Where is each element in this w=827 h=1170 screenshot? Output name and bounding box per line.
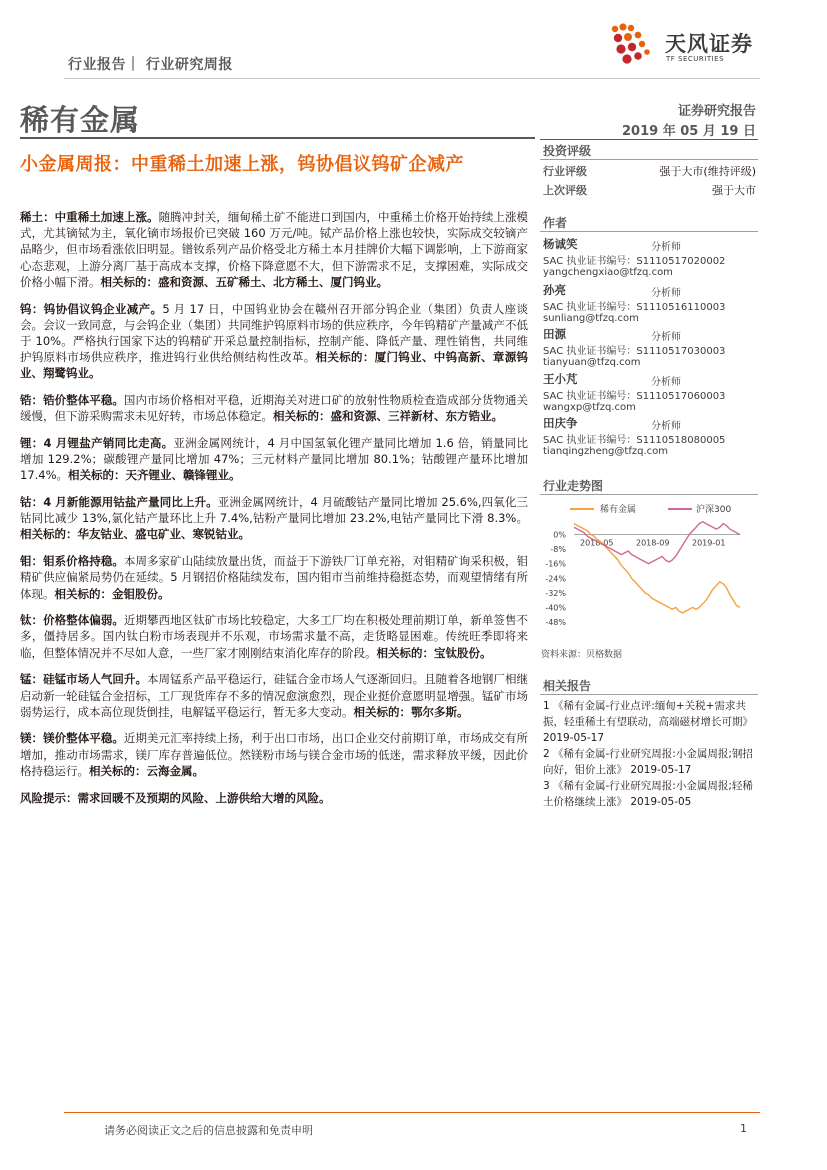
x-tick-label: 2019-01 [692, 538, 726, 548]
related-report-item[interactable]: 3 《稀有金属-行业研究周报:小金属周报;轻稀土价格继续上涨》 2019-05-05 [543, 780, 753, 808]
x-tick-label: 2018-05 [580, 538, 614, 548]
author-role: 分析师 [651, 242, 681, 253]
paragraph-related: 相关标的：天齐锂业、赣锋锂业。 [68, 468, 241, 483]
paragraph-body: 亚洲金属网统计，4 月中国氢氧化锂产量同比增加 1.6 倍，销量同比增加 129.2%；碳酸锂产量同比增加 47%；三元材料产量同比增加 80.1%；钴酸锂产量环比增加 17.4%。 [20, 435, 528, 483]
paragraph-body: 近期美元汇率持续上扬，利于出口市场，出口企业交付前期订单，市场成交有所增加，推动市场需求，镁厂库存普遍低位。然镁粉市场与镁合金市场的低迷，需求释放平缓，因此价格持稳运行。 [20, 731, 528, 778]
paragraph-zirconium [20, 392, 528, 424]
legend-label-rare-metals: 稀有金属 [600, 505, 637, 515]
related-reports-title: 相关报告 [543, 679, 592, 693]
paragraph-lithium [20, 435, 528, 484]
legend-label-csi300: 沪深300 [696, 505, 732, 515]
y-tick-label: -32% [545, 588, 566, 598]
authors-title: 作者 [543, 216, 568, 230]
paragraph-related: 相关标的：云海金属。 [89, 763, 204, 778]
industry-trend-chart [540, 498, 758, 630]
author-block [543, 236, 758, 278]
paragraph-related: 相关标的：华友钴业、盛屯矿业、寒锐钴业。 [20, 527, 250, 542]
sidebar-top-divider [540, 139, 758, 140]
author-cert: SAC 执业证书编号：S1110517060003 [543, 391, 726, 402]
author-block [543, 371, 758, 413]
author-name: 孙亮 [543, 283, 566, 297]
paragraph-tungsten [20, 301, 528, 382]
author-name: 田庆争 [543, 416, 578, 430]
logo-name: 天风证券 [665, 32, 753, 56]
author-email: tianyuan@tfzq.com [543, 357, 641, 368]
author-block [543, 282, 758, 324]
series-line-rare-metals [574, 524, 740, 613]
paragraph-body: 本周锰系产品平稳运行，硅锰合金市场人气逐渐回归。且随着各地钢厂相继启动新一轮硅锰合金招标，工厂现货库存不多的情况愈演愈烈，现企业挺价意愿明显增强。锰矿市场弱势运行，成本高位现货倒挂，电解锰平稳运行，暂无多大变动。 [20, 672, 528, 719]
y-tick-label: -8% [550, 545, 566, 555]
top-divider [64, 78, 760, 79]
report-type: 证券研究报告 [677, 104, 756, 119]
paragraph-lead: 锆：锆价整体平稳。 [20, 393, 124, 408]
author-role: 分析师 [651, 332, 681, 343]
paragraph-related: 相关标的：盛和资源、三祥新材、东方锆业。 [273, 409, 503, 424]
paragraph-lead: 钛：价格整体偏弱。 [20, 613, 124, 628]
related-report-item[interactable]: 1 《稀有金属-行业点评:缅甸+关税+需求共振，轻重稀土有望联动，高端磁材增长可期》 2019-05-17 [543, 700, 753, 744]
paragraph-related: 相关标的：盛和资源、五矿稀土、北方稀土、厦门钨业。 [100, 274, 388, 289]
author-block [543, 415, 758, 457]
previous-rating-label: 上次评级 [543, 184, 587, 197]
rating-title: 投资评级 [543, 144, 592, 158]
author-block [543, 326, 758, 368]
paragraph-body: 国内市场价格相对平稳，近期海关对进口矿的放射性物质检查造成部分货物通关缓慢，但下游采购需求未见好转，市场总体稳定。 [20, 393, 528, 424]
paragraph-body: 亚洲金属网统计，4 月硫酸钴产量同比增加 25.6%,四氧化三钴同比减少 13%,氯化钴产量环比上升 7.4%,钴粉产量同比增加 23.2%,电钴产量同比下滑 8.3%。 [20, 495, 528, 526]
paragraph-body: 5 月 17 日，中国钨业协会在赣州召开部分钨企业（集团）负责人座谈会。会议一致同意，与会钨企业（集团）共同维护钨原料市场的供应秩序，今年钨精矿产量减产不低于 10%。严格执行国家下达的钨精矿开采总量控制指标，控制产能、降低产量、理性销售，共同维护钨原料市场供应秩序，推进钨行业供给侧结构性改革。 [20, 301, 528, 365]
author-cert: SAC 执业证书编号：S1110517030003 [543, 346, 726, 357]
y-tick-label: 0% [553, 530, 566, 540]
author-email: tianqingzheng@tfzq.com [543, 446, 668, 457]
author-name: 田源 [543, 327, 566, 341]
industry-rating-value: 强于大市(维持评级) [659, 165, 756, 178]
paragraph-body: 近期攀西地区钛矿市场比较稳定，大多工厂均在积极处理前期订单，新单签售不多，僵持居多。国内钛白粉市场表现并不乐观，市场需求量不高，走货略显困难。传统旺季即将来临，但整体情况并不尽如人意，一些厂家才刚刚结束消化库存的阶段。 [20, 613, 528, 660]
paragraph-magnesium [20, 730, 528, 779]
author-cert: SAC 执业证书编号：S1110517020002 [543, 256, 726, 267]
report-body [20, 209, 528, 816]
y-tick-label: -40% [545, 603, 566, 613]
author-email: sunliang@tfzq.com [543, 313, 639, 324]
paragraph-lead: 钴：4 月新能源用钴盐产量同比上升。 [20, 495, 218, 510]
related-report-item[interactable]: 2 《稀有金属-行业研究周报:小金属周报;钢招向好，钼价上涨》 2019-05-17 [543, 748, 753, 776]
paragraph-related: 相关标的：厦门钨业、中钨高新、章源钨业、翔鹭钨业。 [20, 350, 529, 381]
author-email: wangxp@tfzq.com [543, 402, 636, 413]
paragraph-molybdenum [20, 553, 528, 602]
y-tick-label: -24% [545, 574, 566, 584]
paragraph-lead: 钨：钨协倡议钨企业减产。 [20, 301, 163, 316]
author-name: 杨诚笑 [543, 237, 578, 251]
report-headline: 小金属周报：中重稀土加速上涨，钨协倡议钨矿企减产 [20, 154, 464, 175]
page-number: 1 [740, 1122, 747, 1135]
paragraph-related: 相关标的：金钼股份。 [54, 586, 170, 601]
paragraph-related: 相关标的：宝钛股份。 [376, 645, 492, 660]
related-reports-list [543, 698, 757, 810]
sector-divider [20, 137, 535, 139]
paragraph-manganese [20, 671, 528, 720]
rating-divider [540, 159, 758, 160]
footer-disclaimer: 请务必阅读正文之后的信息披露和免责申明 [104, 1124, 313, 1137]
y-tick-label: -16% [545, 559, 566, 569]
paragraph-risk [20, 790, 528, 806]
sector-title: 稀有金属 [20, 103, 141, 137]
paragraph-related: 相关标的：鄂尔多斯。 [353, 704, 469, 719]
author-name: 王小芃 [543, 372, 578, 386]
related-reports-divider [540, 694, 758, 695]
author-role: 分析师 [651, 421, 681, 432]
chart-source: 资料来源：贝格数据 [541, 650, 623, 660]
authors-divider [540, 231, 758, 232]
paragraph-lead: 钼：钼系价格持稳。 [20, 554, 124, 569]
logo-mark-icon [612, 23, 650, 63]
paragraph-lead: 稀土：中重稀土加速上涨。 [20, 210, 159, 224]
author-email: yangchengxiao@tfzq.com [543, 267, 673, 278]
paragraph-lead: 镁：镁价整体平稳。 [20, 731, 124, 746]
author-cert: SAC 执业证书编号：S1110516110003 [543, 302, 726, 313]
author-role: 分析师 [651, 377, 681, 388]
author-role: 分析师 [651, 288, 681, 299]
paragraph-titanium [20, 612, 528, 661]
industry-rating-label: 行业评级 [543, 165, 587, 178]
paragraph-lead: 锂：4 月锂盐产销同比走高。 [20, 435, 174, 450]
previous-rating-value: 强于大市 [712, 184, 756, 197]
paragraph-lead: 风险提示：需求回暖不及预期的风险、上游供给大增的风险。 [20, 790, 331, 805]
logo-name-en: TF SECURITIES [666, 55, 725, 63]
y-tick-label: -48% [545, 618, 566, 627]
footer-divider [64, 1112, 760, 1113]
report-date: 2019 年 05 月 19 日 [622, 124, 756, 139]
paragraph-body: 随腾冲封关，缅甸稀土矿不能进口到国内，中重稀土价格开始持续上涨模式，尤其镝铽为主，氧化镝市场报价已突破 160 万元/吨。铽产品价格上涨也较快，实际成交较镝产品略少，但市场看涨依旧明显。镨钕系列产品价格受北方稀土本月挂牌价大幅下调影响，上下游商家心态悲观，上游分离厂基于高成本支撑，价格下降意愿不大，但下游需求不足，支撑困难，实际成交价格小幅下滑。 [20, 210, 529, 289]
paragraph-rare-earth [20, 209, 528, 290]
x-tick-label: 2018-09 [636, 538, 670, 548]
paragraph-lead: 锰：硅锰市场人气回升。 [20, 672, 148, 687]
paragraph-cobalt [20, 494, 528, 543]
paragraph-body: 本周多家矿山陆续放量出货，而益于下游铁厂订单充裕，对钼精矿询采积极，钼精矿供应偏紧局势仍在延续。5 月钢招价格陆续发布，国内钼市当前维持稳挺态势，而观望情绪有所体现。 [20, 554, 528, 601]
author-cert: SAC 执业证书编号：S1110518080005 [543, 435, 726, 446]
chart-title: 行业走势图 [543, 479, 604, 493]
chart-divider [540, 494, 758, 495]
breadcrumb: 行业报告｜ 行业研究周报 [68, 57, 233, 73]
